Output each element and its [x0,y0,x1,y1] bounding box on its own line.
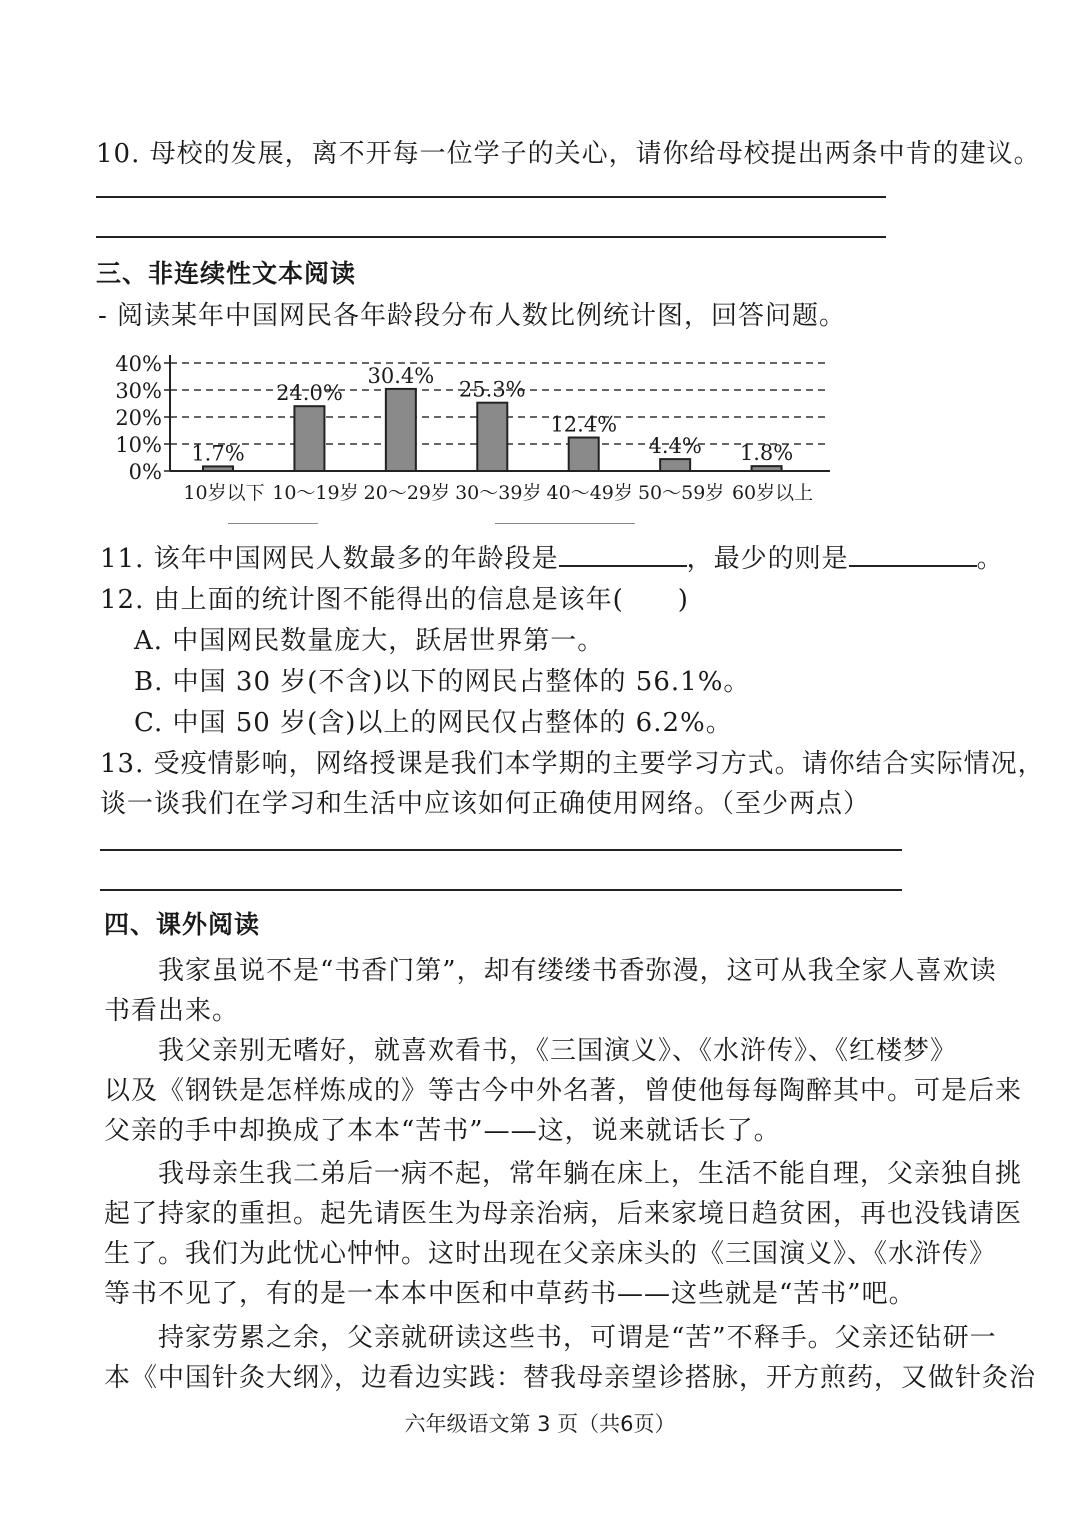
reading-line: 我母亲生我二弟后一病不起，常年躺在床上，生活不能自理，父亲独自挑 [104,1159,1023,1189]
reading-line: 本《中国针灸大纲》，边看边实践：替我母亲望诊搭脉，开方煎药，又做针灸治 [104,1363,1037,1393]
x-tick-label: 50～59岁 [637,482,725,504]
bar-value-label: 1.8% [739,441,794,466]
question-12-stem: 12. 由上面的统计图不能得出的信息是该年( ) [100,585,689,615]
reading-line: 生了。我们为此忧心忡忡。这时出现在父亲床头的《三国演义》、《水浒传》 [104,1239,997,1269]
y-tick-label: 20% [115,406,162,430]
reading-line: 以及《钢铁是怎样炼成的》等古今中外名著，曾使他每每陶醉其中。可是后来 [104,1076,1023,1106]
bar [477,403,507,471]
y-tick-label: 40% [115,352,162,376]
section-3-intro: - 阅读某年中国网民各年龄段分布人数比例统计图，回答问题。 [98,301,847,331]
reading-line: 起了持家的重担。起先请医生为母亲治病，后来家境日趋贫困，再也没钱请医 [104,1199,1023,1229]
section-4-heading: 四、课外阅读 [104,910,261,939]
age-distribution-bar-chart [100,345,840,515]
y-tick-label: 10% [115,433,162,457]
bar-value-label: 1.7% [191,441,245,466]
bar-value-label: 4.4% [648,434,702,459]
question-11-part3: 。 [976,544,1004,574]
question-10-text: 10. 母校的发展，离不开每一位学子的关心，请你给母校提出两条中肯的建议。 [96,139,1041,169]
answer-line-q10-2 [96,236,886,238]
question-11 [100,538,1004,575]
x-tick-label: 40～49岁 [546,482,633,504]
y-tick-label: 0% [128,460,162,484]
bar [660,459,690,471]
x-tick-label: 10～19岁 [272,482,359,504]
question-12-option-a: A. 中国网民数量庞大，跃居世界第一。 [134,626,605,656]
y-tick-label: 30% [115,379,162,403]
reading-line: 书看出来。 [104,996,240,1026]
x-tick-label: 20～29岁 [363,482,451,504]
question-11-part2: ，最少的则是 [686,544,849,574]
answer-blank-most[interactable] [559,541,687,567]
section-3-heading: 三、非连续性文本阅读 [96,259,357,288]
bar [386,389,416,471]
question-12-option-b: B. 中国 30 岁(不含)以下的网民占整体的 56.1%。 [134,667,751,697]
reading-line: 等书不见了，有的是一本本中医和中草药书——这些就是“苦书”吧。 [104,1279,916,1309]
bar [203,466,233,471]
bar [294,406,324,471]
answer-line-q13-2 [100,889,902,891]
answer-line-q10-1 [96,196,886,198]
answer-blank-least[interactable] [849,541,977,567]
question-13-line-1: 13. 受疫情影响，网络授课是我们本学期的主要学习方式。请你结合实际情况， [100,749,1045,779]
page-footer: 六年级语文第 3 页（共6页） [404,1412,676,1436]
x-tick-label: 60岁以上 [731,482,814,504]
question-12-option-c: C. 中国 50 岁(含)以上的网民仅占整体的 6.2%。 [134,708,733,738]
answer-line-q13-1 [100,849,902,851]
bar-value-label: 24.0% [276,381,343,406]
bar-value-label: 30.4% [367,363,435,388]
bar [752,466,782,471]
bar-value-label: 12.4% [550,412,618,437]
reading-line: 我家虽说不是“书香门第”，却有缕缕书香弥漫，这可从我全家人喜欢读 [104,956,997,986]
x-tick-label: 10岁以下 [183,482,265,504]
faint-mark-1 [228,523,318,524]
x-tick-label: 30～39岁 [455,482,542,504]
bar-value-label: 25.3% [458,377,526,402]
bar [569,438,599,471]
reading-line: 我父亲别无嗜好，就喜欢看书，《三国演义》、《水浒传》、《红楼梦》 [104,1036,958,1066]
faint-mark-2 [495,523,635,524]
question-13-line-2: 谈一谈我们在学习和生活中应该如何正确使用网络。（至少两点） [100,789,871,819]
reading-line: 父亲的手中却换成了本本“苦书”——这，说来就话长了。 [104,1116,781,1146]
reading-line: 持家劳累之余，父亲就研读这些书，可谓是“苦”不释手。父亲还钻研一 [104,1323,997,1353]
question-11-part1: 11. 该年中国网民人数最多的年龄段是 [100,544,559,574]
